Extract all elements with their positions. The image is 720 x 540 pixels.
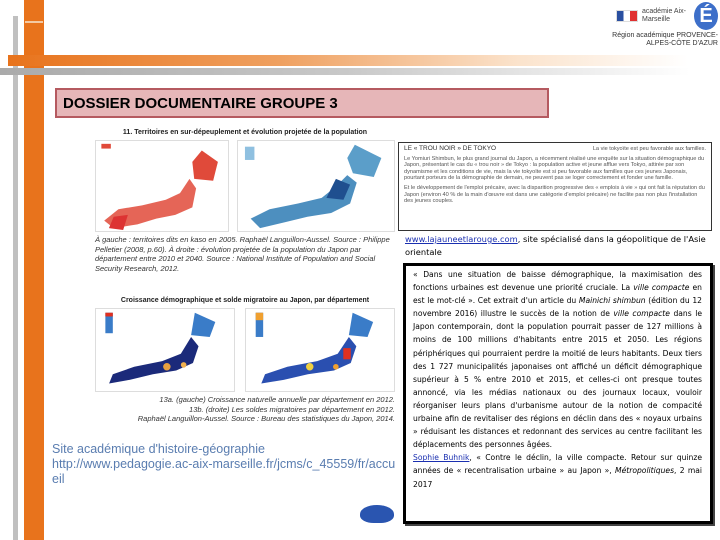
author-link[interactable]: Sophie Buhnik <box>413 453 470 463</box>
figure-croissance <box>95 296 395 424</box>
quote-text: en est le mot-clé ». Cet extrait d'un article du <box>413 283 702 306</box>
decor-orange-horizontal-bar <box>8 55 688 66</box>
figure-maps <box>95 308 395 392</box>
logo-region: Région académique PROVENCE-ALPES-CÔTE D'AZUR <box>612 32 718 47</box>
quote-text: « Dans une situation de baisse démographique, la maximisation des fonctions urbaines est devenue une priorité cruciale. La <box>413 270 702 293</box>
article-paragraph: Le Yomiuri Shimbun, le plus grand journal du Japon, a récemment réalisé une enquête sur la situation démographique du Japon, présentant le cas du « trou noir » de Tokyo : la population active et jeune afflue vers Tokyo, attirée par son dynamisme et les conditions de vie, mais la vie tokyoïte est si peu favorable aux familles que ces jeunes Japonais, pourtant porteurs de la démographie de demain, ne peuvent pas se loger correctement et fonder une famille. <box>404 155 705 182</box>
quote-italic: ville compacte <box>613 309 670 319</box>
source-link[interactable]: www.lajauneetlarouge.com <box>405 234 518 244</box>
caption-line: 13a. (gauche) Croissance naturelle annuelle par département en 2012. <box>159 395 395 404</box>
source-line <box>405 233 713 258</box>
figure-caption: À gauche : territoires dits en kaso en 2005. Raphaël Languillon-Aussel. Source : Philippe Pelletier (2008, p.60). À droite : évolution projetée de la population du Japon par département entre 2010 et 2040. Source : National Institute of Population and Social Security Research, 2012. <box>95 235 390 273</box>
quote-textbox <box>403 263 713 524</box>
article-header <box>404 146 706 153</box>
footer-url[interactable]: http://www.pedagogie.ac-aix-marseille.fr/jcms/c_45559/fr/accueil <box>52 457 396 486</box>
figure-title: Croissance démographique et solde migratoire au Japon, par département <box>120 297 370 304</box>
figure-territoires <box>95 128 395 273</box>
academie-e-icon: É <box>694 2 718 30</box>
map-kaso-red <box>95 140 229 232</box>
article-heading: LE « TROU NOIR » DE TOKYO <box>404 145 497 152</box>
figure-title: 11. Territoires en sur-dépeuplement et évolution projetée de la population <box>122 129 368 136</box>
figure-caption <box>95 395 395 424</box>
navigation-arrow-icon[interactable] <box>360 505 394 523</box>
quote-text: dans le Japon contemporain, dont la population pourrait passer de 127 millions à moins de 100 millions d'habitants entre 2015 et 2050. Les régions périphériques qui pourraient perdre la moitié de leurs habitants. Deux tiers des 1 727 municipalités japonaises ont affiché un déficit démographique supérieur à 5 % entre 2010 et 2015, et celles-ci ont presque toutes annoncé, via les médias nationaux ou des journaux locaux, vouloir réorganiser leurs plans d'urbanisme autour de la notion de compacité urbaine afin de revitaliser des régions en déclin dans des « noyaux urbains » réduisant les distances et redonnant des services au centre facilitant les déplacements des personnes âgées. <box>413 309 702 450</box>
reference-date: , 2 mai 2017 <box>413 466 702 489</box>
source-text: , site spécialisé dans la géopolitique de l'Asie orientale <box>405 234 706 257</box>
quote-italic: ville compacte <box>633 283 690 293</box>
article-tokyo <box>398 142 712 231</box>
quote-text: (édition du 12 novembre 2016) illustre le succès de la notion de <box>413 296 702 319</box>
article-side-note: La vie tokyoïte est peu favorable aux familles. <box>592 146 706 152</box>
map-croissance-naturelle <box>95 308 235 392</box>
footer-site: Site académique d'histoire-géographie <box>52 442 265 456</box>
logo-text: académie Aix-Marseille <box>642 8 686 23</box>
footer <box>52 442 397 487</box>
decor-line <box>25 21 43 23</box>
page-title: DOSSIER DOCUMENTAIRE GROUPE 3 <box>63 95 338 112</box>
decor-gray-vertical-bar <box>13 16 18 540</box>
caption-line: 13b. (droite) Les soldes migratoires par département en 2012. <box>189 404 395 414</box>
reference-text: , « Contre le déclin, la ville compacte. Retour sur quinze années de « recentralisation urbaine » au Japon », <box>413 453 702 476</box>
logo-row <box>598 2 718 30</box>
map-population-blue <box>237 140 395 232</box>
article-paragraph: Et le développement de l'emploi précaire, avec la disparition progressive des « emplois à vie » qui ont fait la réputation du Japon (environ 40 % de la main d'œuvre est dans une catégorie d'emploi précaire) ne facilite pas non plus l'installation des jeunes couples. <box>404 184 705 205</box>
map-solde-migratoire <box>245 308 395 392</box>
caption-line: Raphaël Languillon-Aussel. Source : Bureau des statistiques du Japon, 2014. <box>137 414 395 423</box>
decor-orange-vertical-bar <box>24 0 44 540</box>
academie-logo <box>598 2 718 54</box>
republique-flag-icon <box>616 10 638 22</box>
quote-italic: Mainichi shimbun <box>578 296 646 306</box>
decor-gray-horizontal-bar <box>0 68 690 75</box>
journal-name: Métropolitiques <box>615 466 675 476</box>
figure-maps <box>95 140 395 232</box>
page-title-box <box>55 88 549 118</box>
